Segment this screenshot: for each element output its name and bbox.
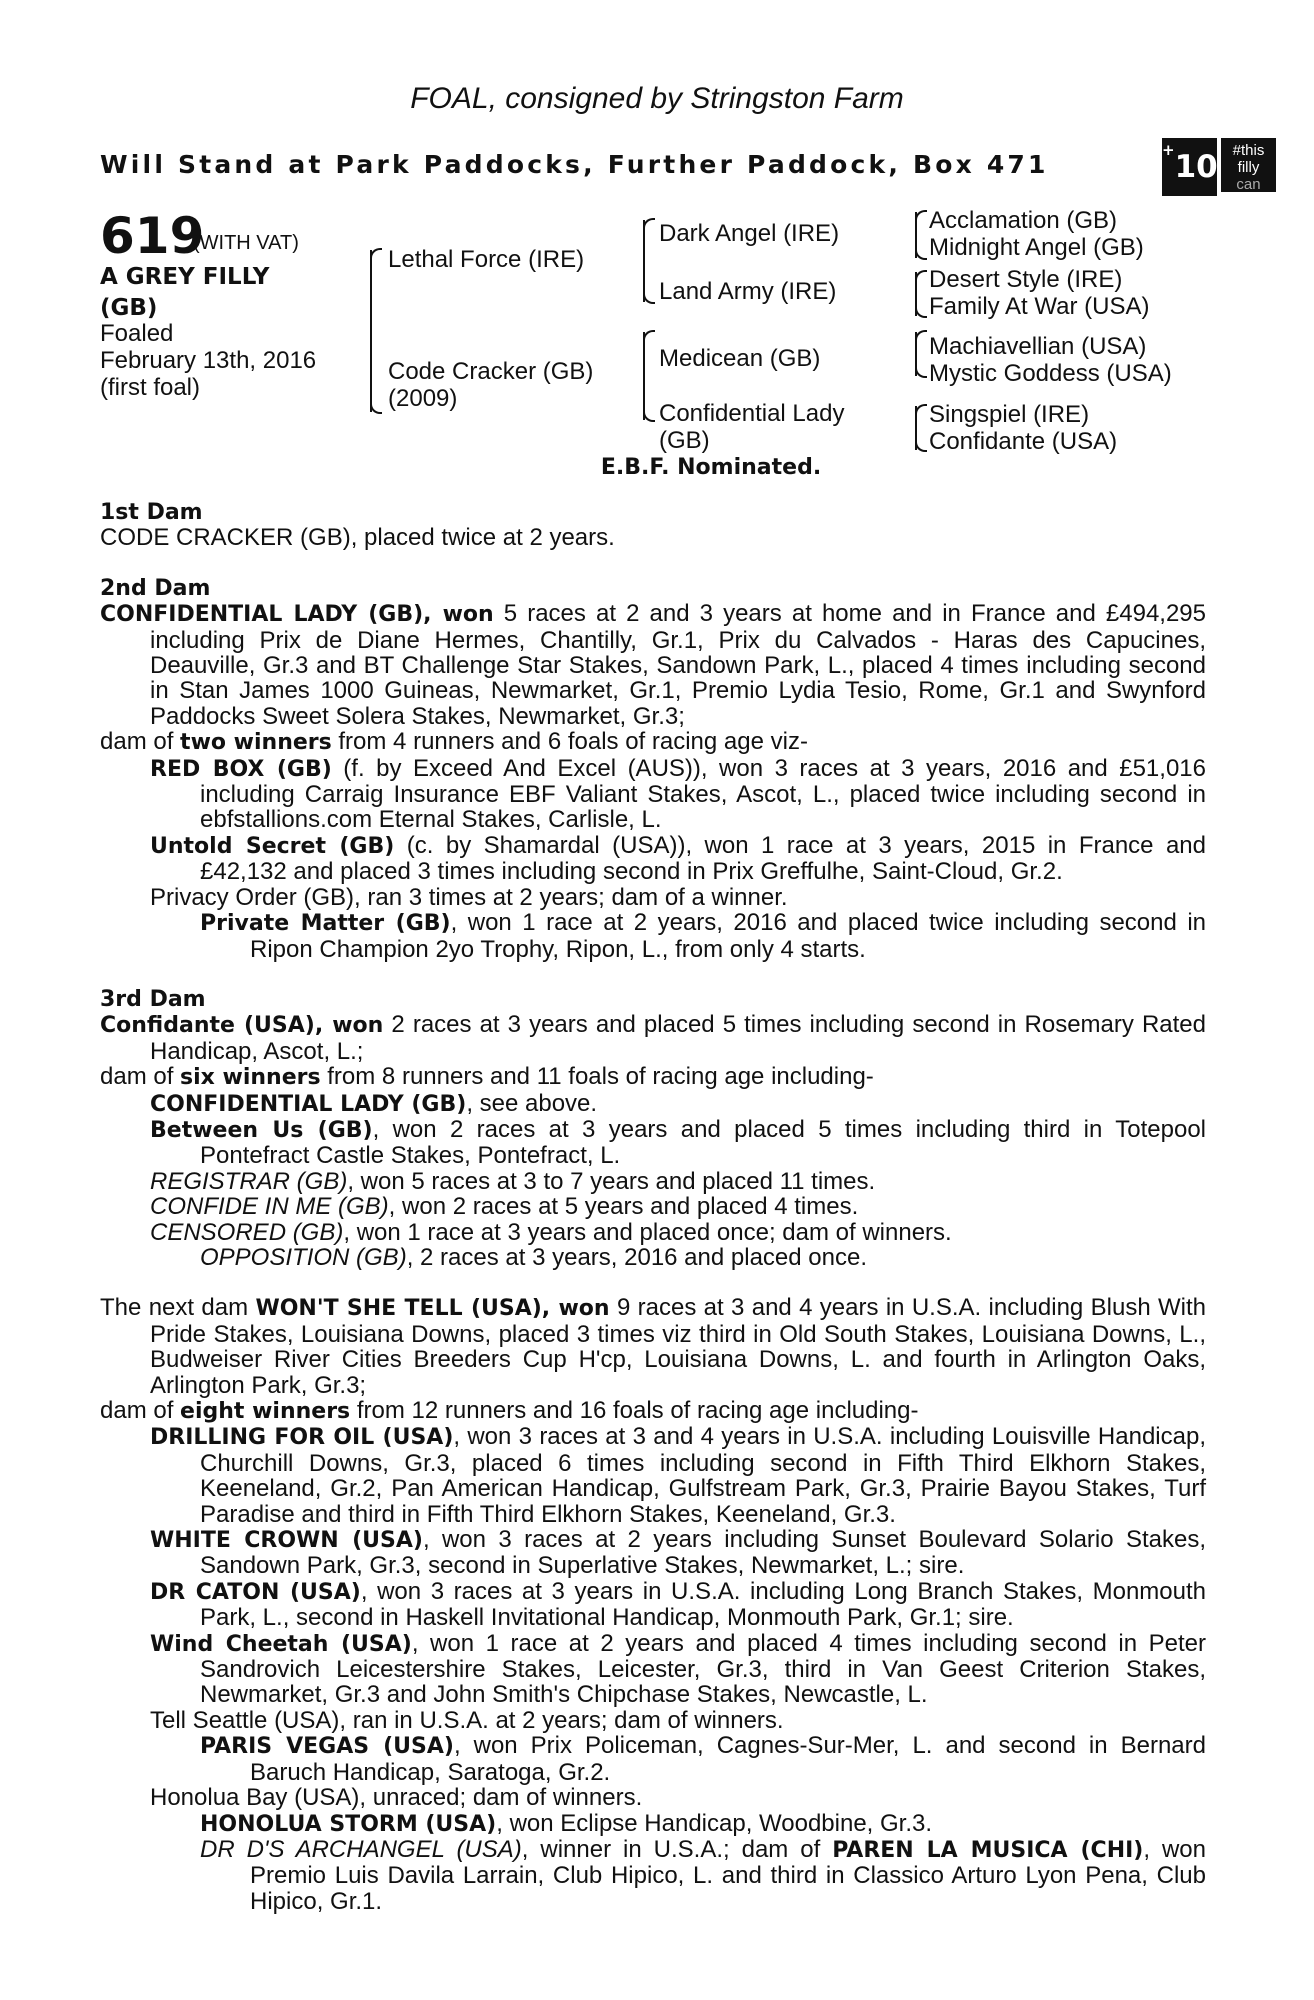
ancestor: Singspiel (IRE) (929, 401, 1090, 428)
race-record: Privacy Order (GB), ran 3 times at 2 years; dam of a winner. (150, 883, 788, 911)
race-record: , won 1 race at 2 years, 2016 and placed twice including second in Ripon Champion 2yo Trophy, Ripon, L., from only 4 starts. (250, 909, 1206, 963)
sire-brace (643, 220, 645, 302)
dam-dam (659, 400, 844, 454)
grandsire-line-2 (929, 266, 1149, 320)
runners-note: from 4 runners and 6 foals of racing age viz- (331, 728, 808, 756)
third-dam-heading: 3rd Dam (100, 986, 206, 1012)
race-record: , won Prix Policeman, Cagnes-Sur-Mer, L. and second in Bernard Baruch Handicap, Saratoga, Gr.2. (250, 1732, 1206, 1786)
g2-brace (915, 272, 917, 316)
badge-line: filly (1237, 159, 1260, 176)
vat-note: (WITH VAT) (193, 232, 299, 254)
race-record: 9 races at 3 and 4 years in U.S.A. including Blush With Pride Stakes, Louisiana Downs, placed 3 times viz third in Old South Stakes, Louisiana Downs, L., Budweiser River Cities Breeders Cup H'cp, Louisiana Downs, L. and fourth in Arlington Oaks, Arlington Park, Gr.3; (150, 1294, 1207, 1399)
horse-name: RED BOX (GB) (150, 756, 332, 782)
horse-name: DR CATON (USA) (150, 1579, 361, 1605)
catalogue-text (100, 500, 1206, 1914)
progeny-entry (100, 1527, 1206, 1579)
foaled-label: Foaled (100, 320, 174, 347)
progeny-entry (100, 1424, 1206, 1527)
badge-number: 10 (1174, 149, 1218, 185)
progeny-entry (100, 1169, 1206, 1194)
horse-name: Wind Cheetah (USA) (150, 1631, 412, 1657)
description-line: (GB) (100, 295, 158, 321)
this-filly-can-badge (1221, 138, 1276, 192)
race-record: , see above. (466, 1089, 598, 1117)
winners-count: eight winners (180, 1399, 351, 1424)
horse-name: WON'T SHE TELL (USA), won (255, 1296, 610, 1322)
foal-note: (first foal) (100, 374, 201, 401)
race-record: (c. by Shamardal (USA)), won 1 race at 3 years, 2015 in France and £42,132 and placed 3 times including second in Prix Greffulhe, Saint-Cloud, Gr.2. (200, 831, 1206, 886)
progeny-entry (100, 910, 1206, 962)
dam-year: (2009) (388, 385, 458, 412)
dam: Code Cracker (GB) (388, 358, 594, 385)
dam-brace (643, 332, 645, 420)
horse-name: DRILLING FOR OIL (USA) (150, 1425, 454, 1451)
winners-count: six winners (180, 1065, 321, 1091)
dam-dam-line: (GB) (659, 427, 710, 454)
race-record: Tell Seattle (USA), ran in U.S.A. at 2 years; dam of winners. (150, 1706, 784, 1734)
sire-sire: Dark Angel (IRE) (659, 220, 840, 247)
progeny-entry (100, 833, 1206, 885)
foaled-date: February 13th, 2016 (100, 347, 317, 374)
progeny-entry (100, 756, 1206, 833)
grandsire-line-3 (929, 333, 1172, 387)
race-record: Honolua Bay (USA), unraced; dam of winners. (150, 1784, 643, 1812)
next-dam-entry (100, 1295, 1206, 1398)
first-dam-text: CODE CRACKER (GB), placed twice at 2 years. (100, 524, 615, 552)
g1-brace (915, 212, 917, 258)
second-dam-heading: 2nd Dam (100, 575, 211, 601)
horse-name: Confidante (USA), won (100, 1013, 384, 1039)
progeny-entry (100, 1708, 1206, 1733)
dam-of-line (100, 729, 1206, 755)
dam-dam-line: Confidential Lady (659, 400, 845, 427)
third-dam-entry (100, 1012, 1206, 1064)
race-record: 2 races at 3 years and placed 5 times including second in Rosemary Rated Handicap, Ascot, L.; (150, 1011, 1206, 1065)
page-title: FOAL, consigned by Stringston Farm (410, 82, 904, 115)
first-dam-heading: 1st Dam (100, 500, 203, 525)
horse-name: PAREN LA MUSICA (CHI) (832, 1837, 1144, 1863)
race-record: , 2 races at 3 years, 2016 and placed once. (406, 1243, 867, 1271)
race-record: , won 5 races at 3 to 7 years and placed 11 times. (347, 1167, 876, 1195)
sire-dam: Land Army (IRE) (659, 278, 837, 305)
progeny-entry (100, 1837, 1206, 1914)
progeny-entry (100, 1245, 1206, 1270)
winners-count: two winners (180, 730, 332, 756)
sire: Lethal Force (IRE) (388, 246, 585, 273)
progeny-entry (100, 1194, 1206, 1219)
badge-line: #this (1232, 142, 1265, 159)
next-dam-label: The next dam (100, 1294, 256, 1322)
race-record: , won 2 races at 3 years and placed 5 times including third in Totepool Pontefract Castle Stakes, Pontefract, L. (200, 1115, 1206, 1170)
horse-name: CONFIDENTIAL LADY (GB) (150, 1091, 467, 1117)
dam-of-label: dam of (100, 728, 181, 756)
horse-name: OPPOSITION (GB) (200, 1243, 407, 1271)
dam-of-label: dam of (100, 1397, 181, 1424)
second-dam-entry (100, 601, 1206, 729)
dam-of-line (100, 1398, 1206, 1424)
race-record: , won Eclipse Handicap, Woodbine, Gr.3. (496, 1809, 933, 1837)
ancestor: Confidante (USA) (929, 428, 1118, 455)
race-record: , won Premio Luis Davila Larrain, Club Hipico, L. and third in Classico Arturo Lyon Pena, Club Hipico, Gr.1. (250, 1835, 1206, 1915)
ebf-nominated: E.B.F. Nominated. (600, 455, 822, 480)
race-record: , won 1 race at 3 years and placed once; dam of winners. (343, 1218, 952, 1246)
progeny-entry (100, 1733, 1206, 1785)
progeny-entry (100, 1220, 1206, 1245)
dam-of-label: dam of (100, 1063, 181, 1091)
badge-line: can (1236, 176, 1261, 193)
horse-name: REGISTRAR (GB) (150, 1167, 348, 1195)
progeny-entry (100, 1811, 1206, 1837)
description-line: A GREY FILLY (100, 264, 270, 290)
race-record: , won 1 race at 2 years and placed 4 times including second in Peter Sandrovich Leicestershire Stakes, Leicester, Gr.3, third in Van Geest Criterion Stakes, Newmarket, Gr.3 and John Smith's Chipchase Stakes, Newcastle, L. (200, 1629, 1206, 1709)
ancestor: Desert Style (IRE) (929, 266, 1123, 293)
g3-brace (915, 332, 917, 376)
ancestor: Midnight Angel (GB) (929, 234, 1144, 261)
race-record: , won 3 races at 3 years in U.S.A. including Long Branch Stakes, Monmouth Park, L., second in Haskell Invitational Handicap, Monmouth Park, Gr.1; sire. (200, 1577, 1206, 1632)
horse-name: CONFIDE IN ME (GB) (150, 1193, 389, 1221)
horse-name: DR D'S ARCHANGEL (USA) (200, 1835, 522, 1863)
progeny-entry (100, 1631, 1206, 1708)
progeny-entry (100, 1117, 1206, 1169)
horse-name: Between Us (GB) (150, 1117, 373, 1143)
race-record: , won 2 races at 5 years and placed 4 times. (388, 1193, 859, 1221)
horse-name: HONOLUA STORM (USA) (200, 1811, 497, 1837)
dam-sire: Medicean (GB) (659, 345, 821, 372)
lot-number: 619 (100, 207, 205, 265)
runners-note: from 8 runners and 11 foals of racing age including- (320, 1063, 874, 1091)
grandsire-line-4 (929, 401, 1117, 455)
horse-name: CENSORED (GB) (150, 1218, 344, 1246)
progeny-entry (100, 1785, 1206, 1810)
horse-name: Private Matter (GB) (200, 911, 451, 937)
sire-dam-brace (370, 250, 372, 412)
race-record: 5 races at 2 and 3 years at home and in France and £494,295 including Prix de Diane Hermes, Chantilly, Gr.1, Prix du Calvados - Haras des Capucines, Deauville, Gr.3 and BT Challenge Star Stakes, Sandown Park, L., placed 4 times including second in Stan James 1000 Guineas, Newmarket, Gr.1, Premio Lydia Tesio, Rome, Gr.1 and Swynford Paddocks Sweet Solera Stakes, Newmarket, Gr.3; (150, 600, 1206, 730)
race-record: , winner in U.S.A.; dam of (521, 1835, 833, 1863)
progeny-entry (100, 1091, 1206, 1117)
horse-name: PARIS VEGAS (USA) (200, 1734, 454, 1760)
horse-name: Untold Secret (GB) (150, 833, 395, 859)
ancestor: Family At War (USA) (929, 293, 1150, 320)
plus-10-badge: +10 (1162, 138, 1217, 196)
dam-of-line (100, 1064, 1206, 1090)
runners-note: from 12 runners and 16 foals of racing age including- (350, 1397, 919, 1424)
horse-name: CONFIDENTIAL LADY (GB), won (100, 602, 494, 628)
race-record: , won 3 races at 2 years including Sunset Boulevard Solario Stakes, Sandown Park, Gr.3, second in Superlative Stakes, Newmarket, L.; sire. (200, 1526, 1207, 1580)
ancestor: Mystic Goddess (USA) (929, 360, 1172, 387)
race-record: , won 3 races at 3 and 4 years in U.S.A. including Louisville Handicap, Churchill Downs, Gr.3, placed 6 times including second in Fifth Third Elkhorn Stakes, Keeneland, Gr.2, Pan American Handicap, Gulfstream Park, Gr.3, Prairie Bayou Stakes, Turf Paradise and third in Fifth Third Elkhorn Stakes, Keeneland, Gr.3. (200, 1423, 1206, 1528)
race-record: (f. by Exceed And Excel (AUS)), won 3 races at 3 years, 2016 and £51,016 including Carraig Insurance EBF Valiant Stakes, Ascot, L., placed twice including second in ebfstallions.com Eternal Stakes, Carlisle, L. (200, 754, 1206, 834)
foaling-info (100, 320, 316, 401)
progeny-entry (100, 1579, 1206, 1631)
stand-location: Will Stand at Park Paddocks, Further Paddock, Box 471 (100, 150, 1049, 179)
g4-brace (915, 406, 917, 450)
progeny-entry (100, 885, 1206, 910)
horse-name: WHITE CROWN (USA) (150, 1528, 423, 1554)
grandsire-line-1 (929, 207, 1144, 261)
ancestor: Acclamation (GB) (929, 207, 1118, 234)
ancestor: Machiavellian (USA) (929, 333, 1147, 360)
lot-description (100, 262, 269, 324)
